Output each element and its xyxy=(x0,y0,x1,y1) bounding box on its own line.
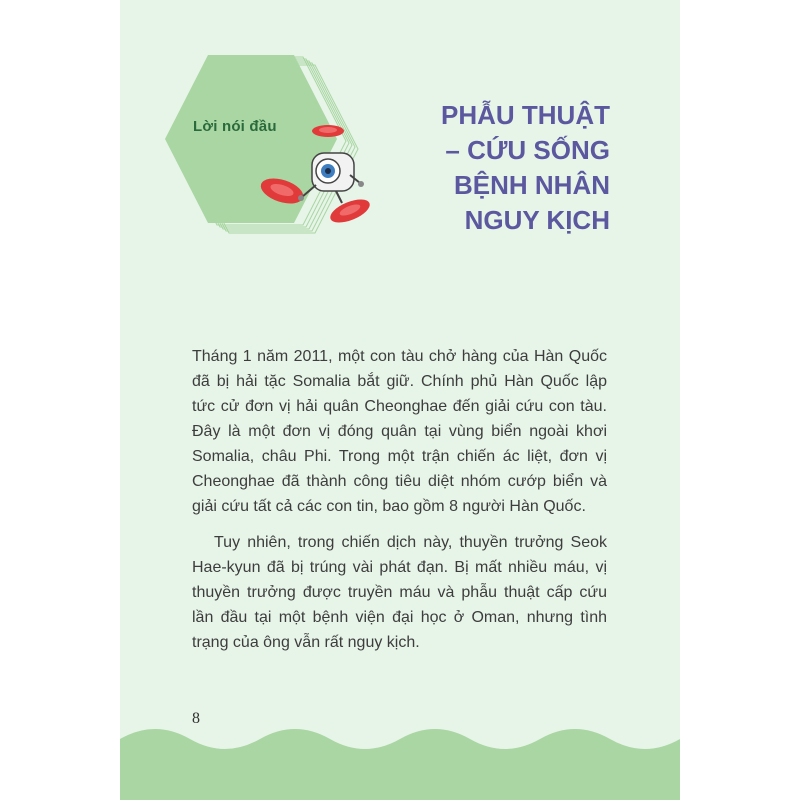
hexagon-shape xyxy=(165,55,337,223)
chapter-title-line: BỆNH NHÂN xyxy=(454,170,610,200)
section-label: Lời nói đầu xyxy=(193,118,277,135)
chapter-title-line: NGUY KỊCH xyxy=(464,205,610,235)
book-page xyxy=(120,0,680,800)
chapter-title xyxy=(420,98,610,238)
red-blood-cell-icon xyxy=(327,195,373,227)
hexagon-illustration xyxy=(160,55,420,235)
page-number: 8 xyxy=(192,710,200,727)
chapter-title-line: – CỨU SỐNG xyxy=(445,135,610,165)
red-blood-cell-icon xyxy=(312,125,344,137)
wave-decoration xyxy=(120,725,680,800)
paragraph: Tháng 1 năm 2011, một con tàu chở hàng của Hàn Quốc đã bị hải tặc Somalia bắt giữ. Chính phủ Hàn Quốc lập tức cử đơn vị hải quân Cheonghae đến giải cứu con tàu. Đây là một đơn vị đóng quân tại vùng biển ngoài khơi Somalia, châu Phi. Trong một trận chiến ác liệt, đơn vị Cheonghae đã thành công tiêu diệt nhóm cướp biển và giải cứu tất cả các con tin, bao gồm 8 người Hàn Quốc. xyxy=(192,348,607,515)
body-text xyxy=(192,344,607,666)
paragraph: Tuy nhiên, trong chiến dịch này, thuyền trưởng Seok Hae-kyun đã bị trúng vài phát đạn. Bị mất nhiều máu, vị thuyền trưởng được truyền máu và phẫu thuật cấp cứu lần đầu tại một bệnh viện đại học ở Oman, nhưng tình trạng của ông vẫn rất nguy kịch. xyxy=(192,534,607,651)
chapter-title-line: PHẪU THUẬT xyxy=(441,100,610,130)
